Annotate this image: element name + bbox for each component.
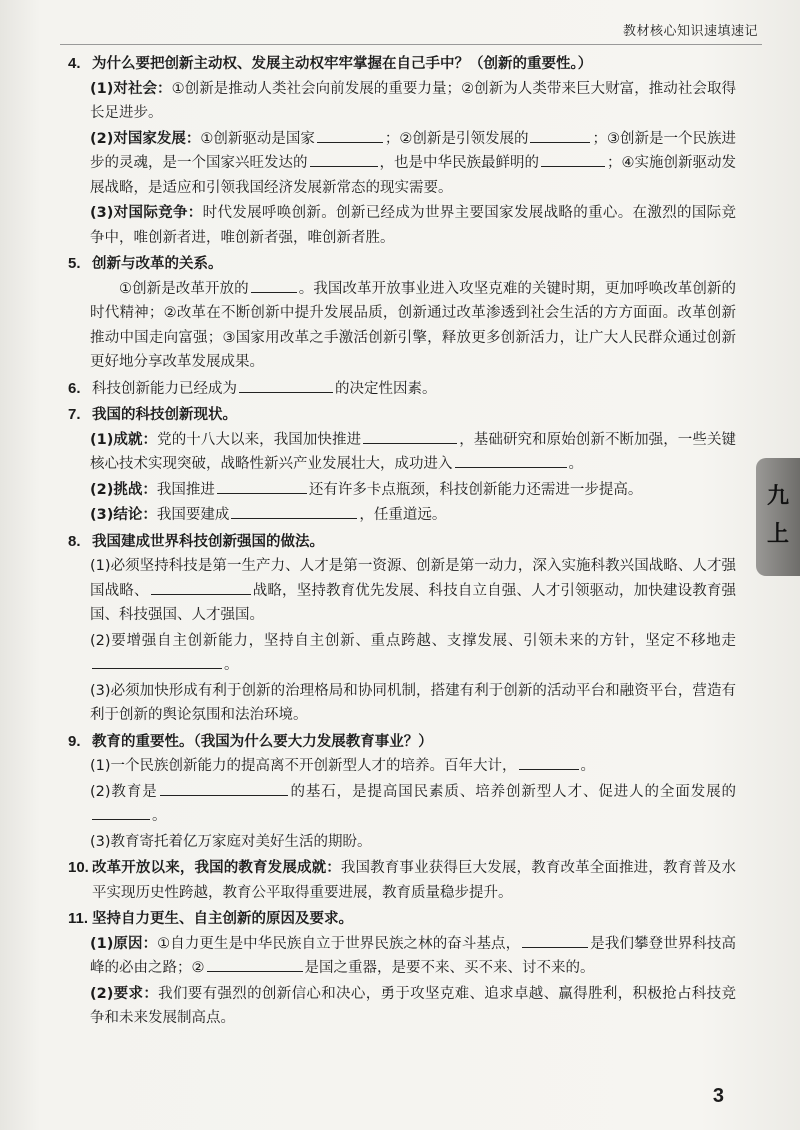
fill-blank[interactable] [530,127,590,143]
fill-blank[interactable] [251,277,297,293]
answer-text: ；④实施创新驱动发展战略，是适应和引领我国经济发展新常态的现实需要。 [90,155,736,196]
answer-text: (3)必须加快形成有利于创新的治理格局和协同机制，搭建有利于创新的活动平台和融资平台，营造有利于创新的舆论氛围和法治环境。 [90,682,736,723]
page-number: 3 [712,1085,724,1107]
answer-text: (1)一个民族创新能力的提高离不开创新型人才的培养。百年大计， [90,758,517,774]
answer-text: (2)教育是 [90,783,158,800]
answer-label: (3)对国际竞争： [90,205,203,221]
question-8 [68,530,736,728]
answer-paragraph [90,554,736,628]
answer-paragraph [90,932,736,981]
fill-blank[interactable] [92,653,222,669]
answer-label: (3)结论： [90,507,157,523]
fill-blank[interactable] [231,503,357,519]
answer-label: (1)原因： [90,935,158,952]
question-9 [68,730,736,855]
fill-blank[interactable] [239,377,333,393]
answer-paragraph [90,428,736,477]
question-5 [68,252,736,375]
answer-text: ，任重道远。 [359,507,447,523]
answer-text: 的基石，是提高国民素质、培养创新型人才、促进人的全面发展的 [289,783,736,800]
answer-text: 。 [152,808,167,824]
answer-text: 的决定性因素。 [335,380,437,397]
answer-text: ；③创新是一个民族进步的灵魂，是一个国家兴旺发达的 [90,130,737,171]
question-title: 我国的科技创新现状。 [92,407,237,423]
answer-label: 改革开放以来，我国的教育发展成就： [92,860,341,876]
question-number: 9. [68,732,81,750]
fill-blank[interactable] [541,151,605,167]
fill-blank[interactable] [317,127,383,143]
answer-text: 。 [224,657,239,673]
fill-blank[interactable] [92,804,150,820]
question-number: 4. [68,55,81,72]
question-11 [68,907,736,1031]
answer-paragraph [90,201,736,250]
fill-blank[interactable] [455,452,567,468]
header-title: 教材核心知识速填速记 [622,24,758,39]
grade-side-tab [756,458,800,576]
question-number: 5. [68,255,81,272]
answer-label: (1)成就： [90,431,158,448]
question-4 [68,52,736,250]
answer-label: (2)对国家发展： [90,130,201,147]
answer-text: 。 [580,758,596,774]
worksheet-content [68,50,736,1032]
answer-text: ；②创新是引领发展的 [384,130,529,147]
answer-text: 我国教育事业获得巨大发展，教育改革全面推进，教育普及水平实现历史性跨越，教育公平取得重要进展，教育质量稳步提升。 [92,860,737,901]
answer-paragraph [90,830,736,855]
answer-text: (2)要增强自主创新能力，坚持自主创新、重点跨越、支撑发展、引领未来的方针，坚定不移地走 [90,632,736,649]
answer-text: 党的十八大以来，我国加快推进 [157,431,362,448]
question-number: 6. [68,379,81,397]
question-7 [68,403,736,528]
answer-text: 还有许多卡点瓶颈，科技创新能力还需进一步提高。 [308,481,643,498]
answer-paragraph [90,503,736,528]
answer-text: (3)教育寄托着亿万家庭对美好生活的期盼。 [90,833,372,850]
answer-text: ①自力更生是中华民族自立于世界民族之林的奋斗基点， [157,935,521,952]
answer-label: (2)要求： [90,985,159,1002]
answer-paragraph [90,982,736,1031]
question-number: 10. [68,859,89,876]
answer-text: (1)必须坚持科技是第一生产力、人才是第一资源、创新是第一动力，深入实施科教兴国战略、人才强国战略、 [90,558,736,599]
answer-text: 我们要有强烈的创新信心和决心，勇于攻坚克难、追求卓越、赢得胜利，积极抢占科技竞争和未来发展制高点。 [90,985,737,1026]
answer-text: ①创新是改革开放的 [119,280,249,297]
answer-text: 科技创新能力已经成为 [92,380,237,397]
question-6 [68,377,736,402]
answer-text: 时代发展呼唤创新。创新已经成为世界主要国家发展战略的重心。在激烈的国际竞争中，唯创新者进，唯创新者强，唯创新者胜。 [90,205,737,246]
question-title: 教育的重要性。（我国为什么要大力发展教育事业？） [92,733,433,750]
fill-blank[interactable] [310,151,378,167]
fill-blank[interactable] [519,754,579,770]
answer-text: 是我们攀登世界科技高峰的必由之路；② [90,935,737,976]
question-title: 坚持自力更生、自主创新的原因及要求。 [92,911,353,927]
question-number: 7. [68,406,81,423]
fill-blank[interactable] [363,428,457,444]
answer-label: (2)挑战： [90,481,157,498]
fill-blank[interactable] [217,478,307,494]
answer-paragraph [90,629,736,678]
answer-text: 我国推进 [156,481,215,498]
question-10 [68,856,736,905]
fill-blank[interactable] [522,932,588,948]
answer-text: ①创新是推动人类社会向前发展的重要力量；②创新为人类带来巨大财富，推动社会取得长足进步。 [90,80,736,121]
answer-paragraph [90,127,736,201]
answer-text: ，也是中华民族最鲜明的 [379,155,539,171]
answer-label: (1)对社会： [90,80,172,97]
answer-paragraph [90,679,736,728]
answer-text: 战略，坚持教育优先发展、科技自立自强、人才引领驱动，加快建设教育强国、科技强国、人才强国。 [90,582,737,623]
fill-blank[interactable] [207,956,303,972]
answer-text: ，基础研究和原始创新不断加强，一些关键核心技术实现突破，战略性新兴产业发展壮大，成功进入 [90,431,737,472]
question-title: 创新与改革的关系。 [92,256,223,272]
question-title: 我国建成世界科技创新强国的做法。 [92,533,324,550]
question-statement [92,377,736,402]
answer-paragraph [90,754,736,779]
fill-blank[interactable] [160,780,288,796]
question-statement [92,856,736,905]
answer-text: 。 [568,456,583,472]
answer-text: 。我国改革开放事业进入攻坚克难的关键时期，更加呼唤改革创新的时代精神；②改革在不断创新中提升发展品质，创新通过改革渗透到社会生活的方方面面。改革创新推动中国走向富强；③国家用改革之手激活创新引擎，释放更多创新活力，让广大人民群众通过创新更好地分享改革发展成果。 [90,280,737,370]
answer-text: 是国之重器，是要不来、买不来、讨不来的。 [304,960,595,976]
question-number: 8. [68,532,81,550]
side-tab-label: 九上 [766,484,789,547]
answer-paragraph [90,780,736,829]
question-title: 为什么要把创新主动权、发展主动权牢牢掌握在自己手中？（创新的重要性。） [92,56,593,72]
header-divider [60,44,762,45]
fill-blank[interactable] [151,579,251,595]
answer-paragraph [90,277,736,375]
answer-paragraph [90,478,736,503]
answer-text: 我国要建成 [156,507,230,523]
answer-paragraph [90,77,736,126]
question-number: 11. [68,910,89,927]
answer-text: ①创新驱动是国家 [200,130,315,147]
